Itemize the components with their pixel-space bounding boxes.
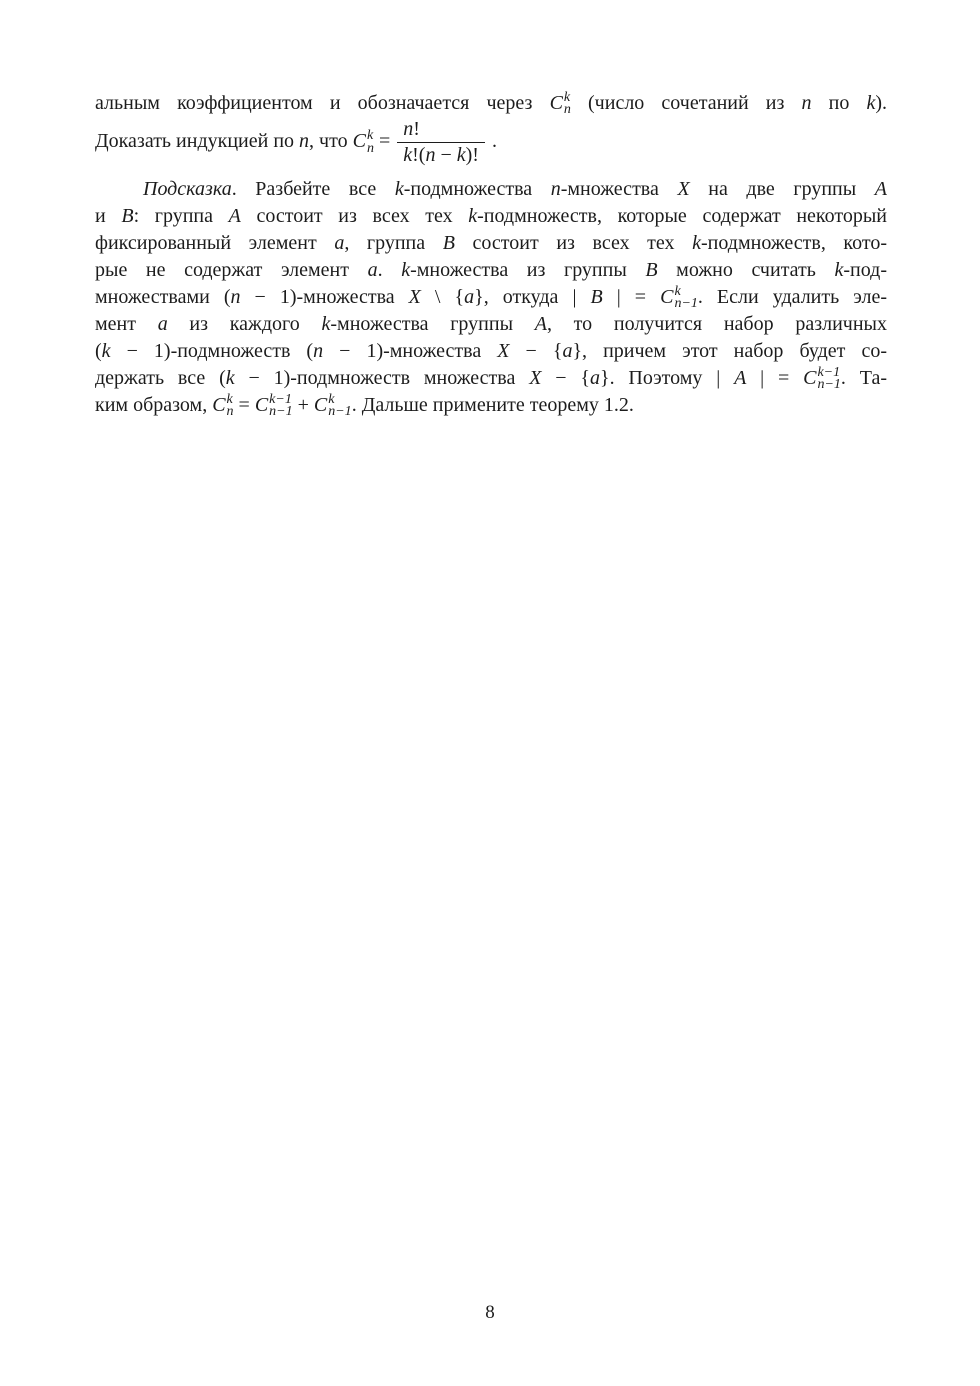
text-run: (число сочетаний из [570, 92, 802, 114]
math-superscript: k [674, 283, 681, 299]
text-run: , группа [344, 232, 443, 254]
math-superscript: k [563, 89, 571, 105]
text-run: можно считать [657, 259, 835, 281]
math-symbol [660, 284, 698, 311]
text-run: X [677, 178, 690, 200]
math-subscript: n−1 [674, 296, 698, 312]
text-run: − [435, 144, 457, 166]
text-run: − { [509, 340, 563, 362]
math-superscript: k [226, 391, 233, 407]
fraction-denominator [397, 142, 485, 168]
text-run: n [403, 118, 414, 140]
math-base: C [660, 286, 674, 308]
paragraph [95, 90, 887, 168]
math-scripts [328, 391, 352, 420]
text-run: рые не содержат элемент [95, 259, 368, 281]
text-run: k [692, 232, 702, 254]
text-run: k [394, 178, 404, 200]
math-symbol [353, 128, 374, 155]
text-run: , то получится набор различных [546, 313, 887, 335]
text-run: a [367, 259, 378, 281]
text-line [95, 176, 887, 203]
math-base: C [803, 367, 817, 389]
text-line [95, 230, 887, 257]
text-run: a [464, 286, 475, 308]
text-run: k [468, 205, 478, 227]
math-symbol [212, 392, 233, 419]
math-scripts [269, 391, 293, 420]
text-run: мент [95, 313, 158, 335]
math-subscript: n−1 [817, 377, 841, 393]
text-run: = [233, 394, 255, 416]
text-run: k [225, 367, 235, 389]
text-run: -множества [560, 178, 678, 200]
text-run: }, причем этот набор будет со- [572, 340, 887, 362]
text-run: − 1)-подмножеств ( [110, 340, 314, 362]
page-number: 8 [485, 1302, 495, 1323]
text-run: . Разбейте все [231, 178, 395, 200]
math-superscript: k−1 [817, 364, 841, 380]
math-base: C [352, 130, 366, 153]
text-run: n [313, 340, 324, 362]
text-line [95, 392, 887, 419]
text-line [95, 365, 887, 392]
text-line [95, 311, 887, 338]
math-symbol [803, 365, 841, 392]
text-run: , что [309, 130, 353, 153]
text-run: n [801, 92, 812, 114]
math-superscript: k−1 [269, 391, 292, 407]
text-line [95, 338, 887, 365]
text-run: B [590, 286, 603, 308]
text-run: A [734, 367, 747, 389]
text-run: ). [875, 92, 888, 114]
text-run: − { [541, 367, 590, 389]
text-run: . [486, 130, 497, 153]
text-run: n [425, 144, 436, 166]
text-line [95, 284, 887, 311]
text-run: A [534, 313, 547, 335]
text-run: X [408, 286, 421, 308]
text-line [95, 90, 887, 117]
text-run: на две группы [689, 178, 875, 200]
text-run: фиксированный элемент [95, 232, 335, 254]
fraction-numerator [397, 117, 485, 142]
text-run: ким образом, [95, 394, 213, 416]
text-run: a [589, 367, 600, 389]
text-run: A [228, 205, 241, 227]
text-run: состоит из всех тех [454, 232, 693, 254]
text-run: !( [412, 144, 426, 166]
text-run: -множества из группы [410, 259, 646, 281]
text-run: B [442, 232, 455, 254]
text-run: k [401, 259, 411, 281]
document-text [95, 90, 887, 419]
text-run: -подмножеств, которые содержат некоторый [477, 205, 887, 227]
text-run: k [321, 313, 331, 335]
text-run: − 1)-множества [323, 340, 498, 362]
text-run: | = [746, 367, 804, 389]
text-run: -подмножества [403, 178, 551, 200]
text-run: − 1)-множества [240, 286, 409, 308]
text-run: . [377, 259, 402, 281]
text-run: по [811, 92, 867, 114]
text-run: k [101, 340, 111, 362]
text-run: A [874, 178, 887, 200]
math-subscript: n [366, 140, 374, 156]
math-base: C [212, 394, 226, 416]
text-run: n [299, 130, 310, 153]
text-run: множествами ( [95, 286, 231, 308]
text-run: Доказать индукцией по [95, 130, 300, 153]
text-run: -множества группы [330, 313, 535, 335]
math-subscript: n−1 [269, 404, 293, 420]
text-run: }. Поэтому | [599, 367, 735, 389]
text-run: )! [465, 144, 479, 166]
text-run: n [550, 178, 561, 200]
math-base: C [254, 394, 269, 416]
text-run: k [834, 259, 844, 281]
text-run: | = [602, 286, 661, 308]
math-base: C [549, 92, 563, 114]
math-scripts [226, 391, 234, 420]
math-scripts [817, 364, 841, 393]
text-run: X [497, 340, 510, 362]
text-run: состоит из всех тех [240, 205, 469, 227]
math-scripts [367, 130, 374, 155]
text-run: = [373, 130, 396, 153]
text-line [95, 257, 887, 284]
math-symbol [314, 392, 352, 419]
text-run: . Та- [840, 367, 887, 389]
text-run: − 1)-подмножеств множества [234, 367, 530, 389]
math-subscript: n [226, 404, 234, 420]
text-run: }, откуда | [474, 286, 591, 308]
math-subscript: n−1 [328, 404, 352, 420]
text-run: ( [95, 340, 102, 362]
text-run: a [157, 313, 168, 335]
text-run: X [529, 367, 542, 389]
fraction [397, 117, 485, 168]
math-symbol [255, 392, 293, 419]
text-run: B [645, 259, 658, 281]
text-run: . Дальше примените теорему 1.2. [351, 394, 634, 416]
math-symbol [550, 90, 571, 117]
text-run: Подсказка [143, 178, 232, 200]
text-line [95, 117, 887, 168]
text-line [95, 203, 887, 230]
math-superscript: k [328, 391, 335, 407]
math-subscript: n [563, 102, 571, 118]
text-run: держать все ( [95, 367, 226, 389]
math-scripts [563, 89, 571, 118]
text-run: альным коэффициентом и обозначается через [95, 92, 550, 114]
text-run: k [403, 144, 413, 166]
math-base: C [313, 394, 328, 416]
text-run: k [456, 144, 466, 166]
text-run: B [121, 205, 134, 227]
text-run: a [562, 340, 573, 362]
text-run: ! [413, 118, 420, 140]
math-superscript: k [366, 128, 374, 143]
text-run: \ { [420, 286, 465, 308]
math-scripts [674, 283, 698, 312]
text-run: -подмножеств, кото- [701, 232, 887, 254]
text-run: n [230, 286, 241, 308]
text-run: . Если удалить эле- [697, 286, 888, 308]
text-run: -под- [843, 259, 888, 281]
text-run: из каждого [167, 313, 322, 335]
text-run: : группа [133, 205, 229, 227]
text-run: и [95, 205, 122, 227]
text-run: + [292, 394, 314, 416]
text-run: k [866, 92, 876, 114]
paragraph [95, 176, 887, 419]
text-run: a [334, 232, 345, 254]
